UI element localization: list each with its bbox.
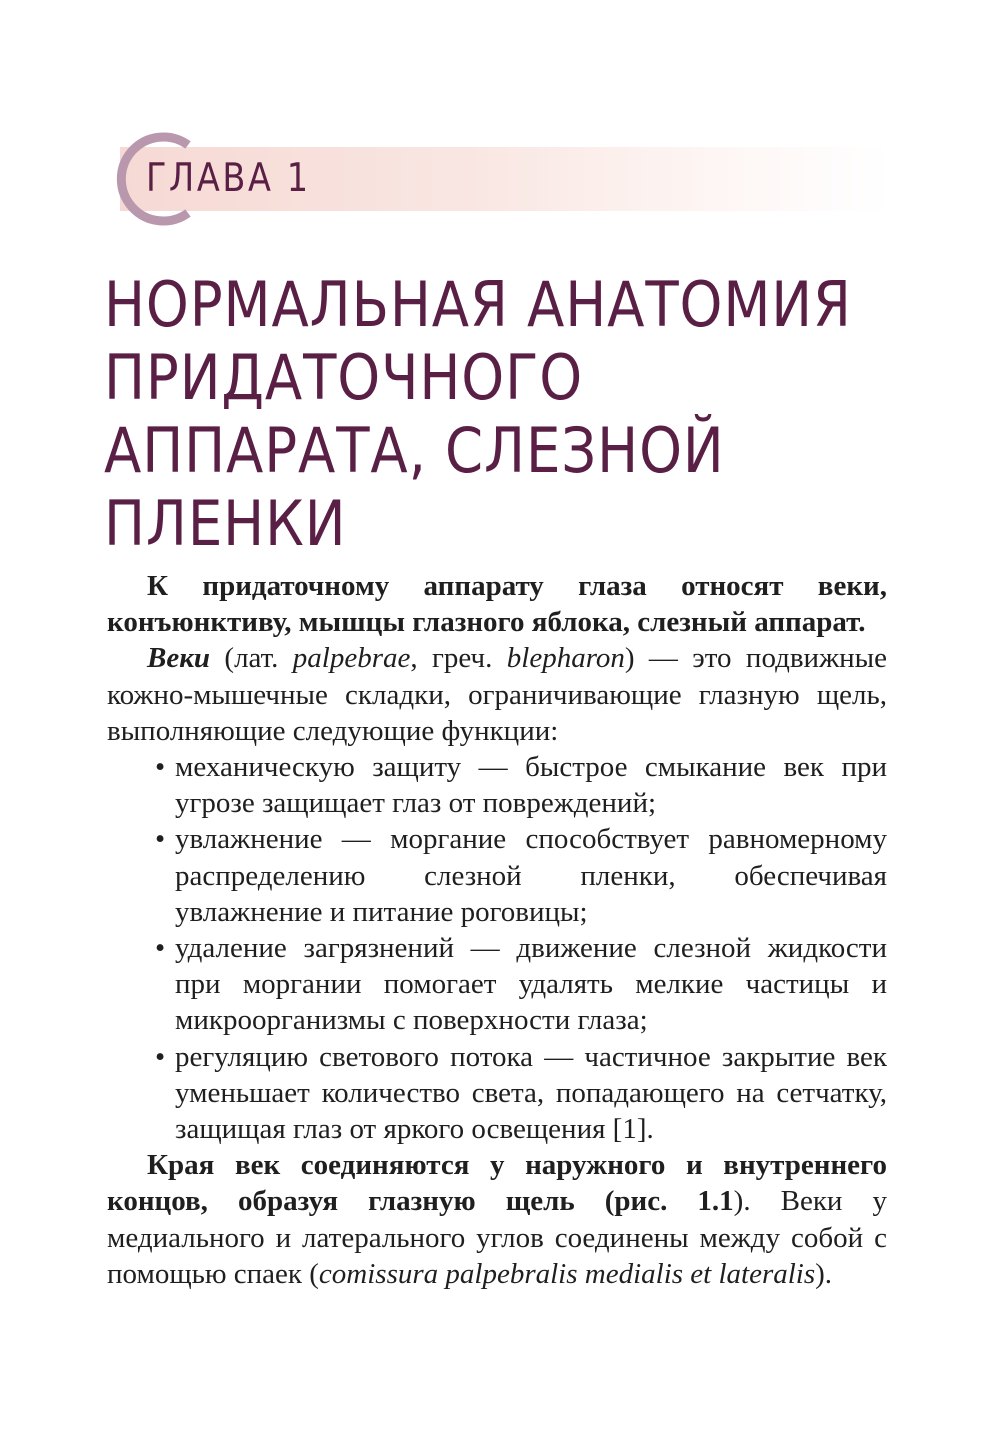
intro-paragraph: К придаточному аппарату глаза относят веки, конъюнктиву, мышцы глазного яблока, слезный аппарат. bbox=[107, 570, 887, 639]
chapter-title-line: ПРИДАТОЧНОГО bbox=[104, 341, 584, 414]
eyelids-text: (лат. bbox=[210, 642, 293, 675]
list-item bbox=[155, 749, 887, 821]
eyelids-paragraph bbox=[107, 640, 887, 749]
bullet-icon: • bbox=[155, 1040, 166, 1073]
bullet-icon: • bbox=[155, 932, 166, 965]
bullet-icon: • bbox=[155, 751, 166, 784]
list-item-text: увлажнение — моргание способствует равномерному распределению слезной пленки, обеспечивая увлажнение и питание роговицы; bbox=[175, 823, 887, 928]
edges-paragraph bbox=[107, 1147, 887, 1292]
latin-term: comissura palpebralis medialis et lateralis bbox=[318, 1257, 816, 1290]
edges-lead: Края век соединяются у наружного и внутреннего концов, образуя глазную щель ( bbox=[107, 1149, 887, 1218]
latin-term: palpebrae bbox=[292, 642, 411, 675]
chapter-title-line: ПЛЕНКИ bbox=[104, 487, 347, 560]
list-item-text: удаление загрязнений — движение слезной жидкости при моргании помогает удалять мелкие частицы и микроорганизмы с поверхности глаза; bbox=[175, 932, 887, 1037]
list-item bbox=[155, 1039, 887, 1148]
list-item-text: регуляцию светового потока — частичное закрытие век уменьшает количество света, попадающего на сетчатку, защищая глаз от яркого освещения [1]. bbox=[175, 1040, 887, 1146]
eyelids-term: Веки bbox=[147, 642, 211, 675]
list-item-text: механическую защиту — быстрое смыкание век при угрозе защищает глаз от повреждений; bbox=[175, 751, 887, 820]
bullet-icon: • bbox=[155, 823, 166, 856]
figure-reference[interactable]: рис. 1.1 bbox=[614, 1185, 734, 1218]
chapter-label: ГЛАВА 1 bbox=[146, 156, 311, 201]
list-item bbox=[155, 930, 887, 1039]
chapter-title-line: НОРМАЛЬНАЯ АНАТОМИЯ bbox=[104, 268, 852, 341]
edges-text: ) bbox=[733, 1185, 744, 1218]
list-item bbox=[155, 821, 887, 930]
eyelids-text: ) — это подвижные кожно-мышечные складки, ограничивающие глазную щель, выполняющие следующие функции: bbox=[107, 642, 887, 747]
greek-term: blepharon bbox=[506, 642, 625, 675]
chapter-title-line: АППАРАТА, СЛЕЗНОЙ bbox=[104, 414, 725, 487]
edges-text: . Веки у медиального и латерального углов соединены между собой с помощью спаек ( bbox=[107, 1185, 887, 1290]
chapter-body bbox=[107, 568, 887, 1292]
edges-text: ). bbox=[815, 1257, 833, 1290]
eyelids-text: , греч. bbox=[410, 642, 507, 675]
functions-list bbox=[107, 749, 887, 1147]
chapter-title bbox=[104, 268, 954, 560]
